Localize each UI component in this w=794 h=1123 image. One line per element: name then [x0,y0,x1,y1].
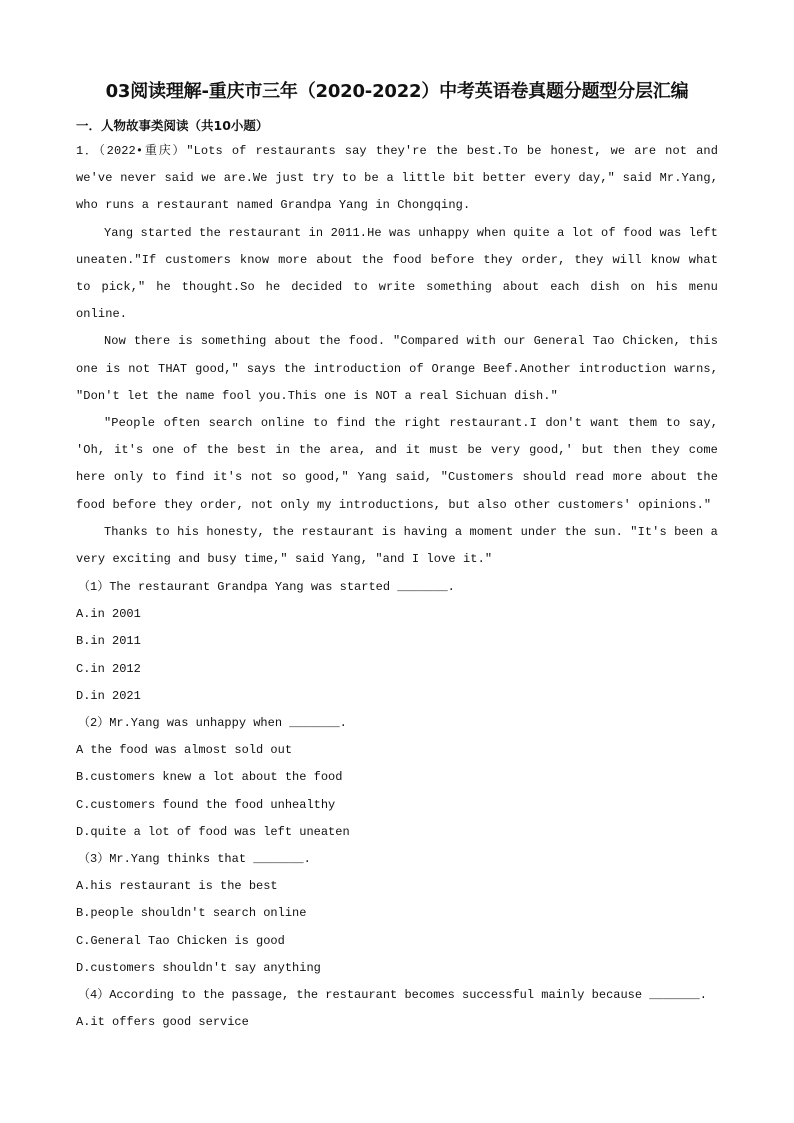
passage-paragraph: 1．（2022•重庆）"Lots of restaurants say they're the best.To be honest, we are not and we've never said we are.We just try to be a little bit better every day," said Mr.Yang, who runs a restaurant named Grandpa Yang in Chongqing. [76,144,718,213]
answer-option: D.quite a lot of food was left uneaten [76,824,350,839]
question-stem: （3）Mr.Yang thinks that _______. [78,852,311,867]
answer-option: D.in 2021 [76,688,141,703]
reading-passage [76,138,718,573]
answer-option: B.customers knew a lot about the food [76,770,343,785]
answer-option: B.people shouldn't search online [76,906,307,921]
question-stem: （2）Mr.Yang was unhappy when _______. [78,716,347,731]
answer-option: D.customers shouldn't say anything [76,960,321,975]
answer-option: C.in 2012 [76,661,141,676]
answer-option: A.his restaurant is the best [76,879,278,894]
question-stem: （1）The restaurant Grandpa Yang was started _______. [78,580,455,594]
answer-option: A.in 2001 [76,607,141,622]
section-heading: 一．人物故事类阅读（共10小题） [76,118,269,133]
answer-option: A the food was almost sold out [76,743,293,758]
passage-paragraph: Thanks to his honesty, the restaurant is having a moment under the sun. "It's been a very exciting and busy time," said Yang, "and I love it." [76,524,718,567]
answer-option: C.customers found the food unhealthy [76,797,336,812]
answer-option: A.it offers good service [76,1015,249,1030]
answer-option: B.in 2011 [76,634,141,649]
question-stem: （4）According to the passage, the restaurant becomes successful mainly because _______. [78,988,707,1003]
page-title: 03阅读理解-重庆市三年（2020-2022）中考英语卷真题分题型分层汇编 [105,81,689,102]
passage-paragraph: Yang started the restaurant in 2011.He was unhappy when quite a lot of food was left uneaten."If customers know more about the food before they order, they will know what to pick," he thought.So he decided to write something about each dish on his menu online. [76,225,718,322]
question-list [76,574,736,1036]
answer-option: C.General Tao Chicken is good [76,933,285,948]
passage-paragraph: "People often search online to find the right restaurant.I don't want them to say, 'Oh, it's one of the best in the area, and it must be very good,' but then they come here only to find it's not so good," Yang said, "Customers should read more about the food before they order, not only my introductions, but also other customers' opinions." [76,416,718,512]
passage-paragraph: Now there is something about the food. "Compared with our General Tao Chicken, this one is not THAT good," says the introduction of Orange Beef.Another introduction warns, "Don't let the name fool you.This one is NOT a real Sichuan dish." [76,334,718,403]
